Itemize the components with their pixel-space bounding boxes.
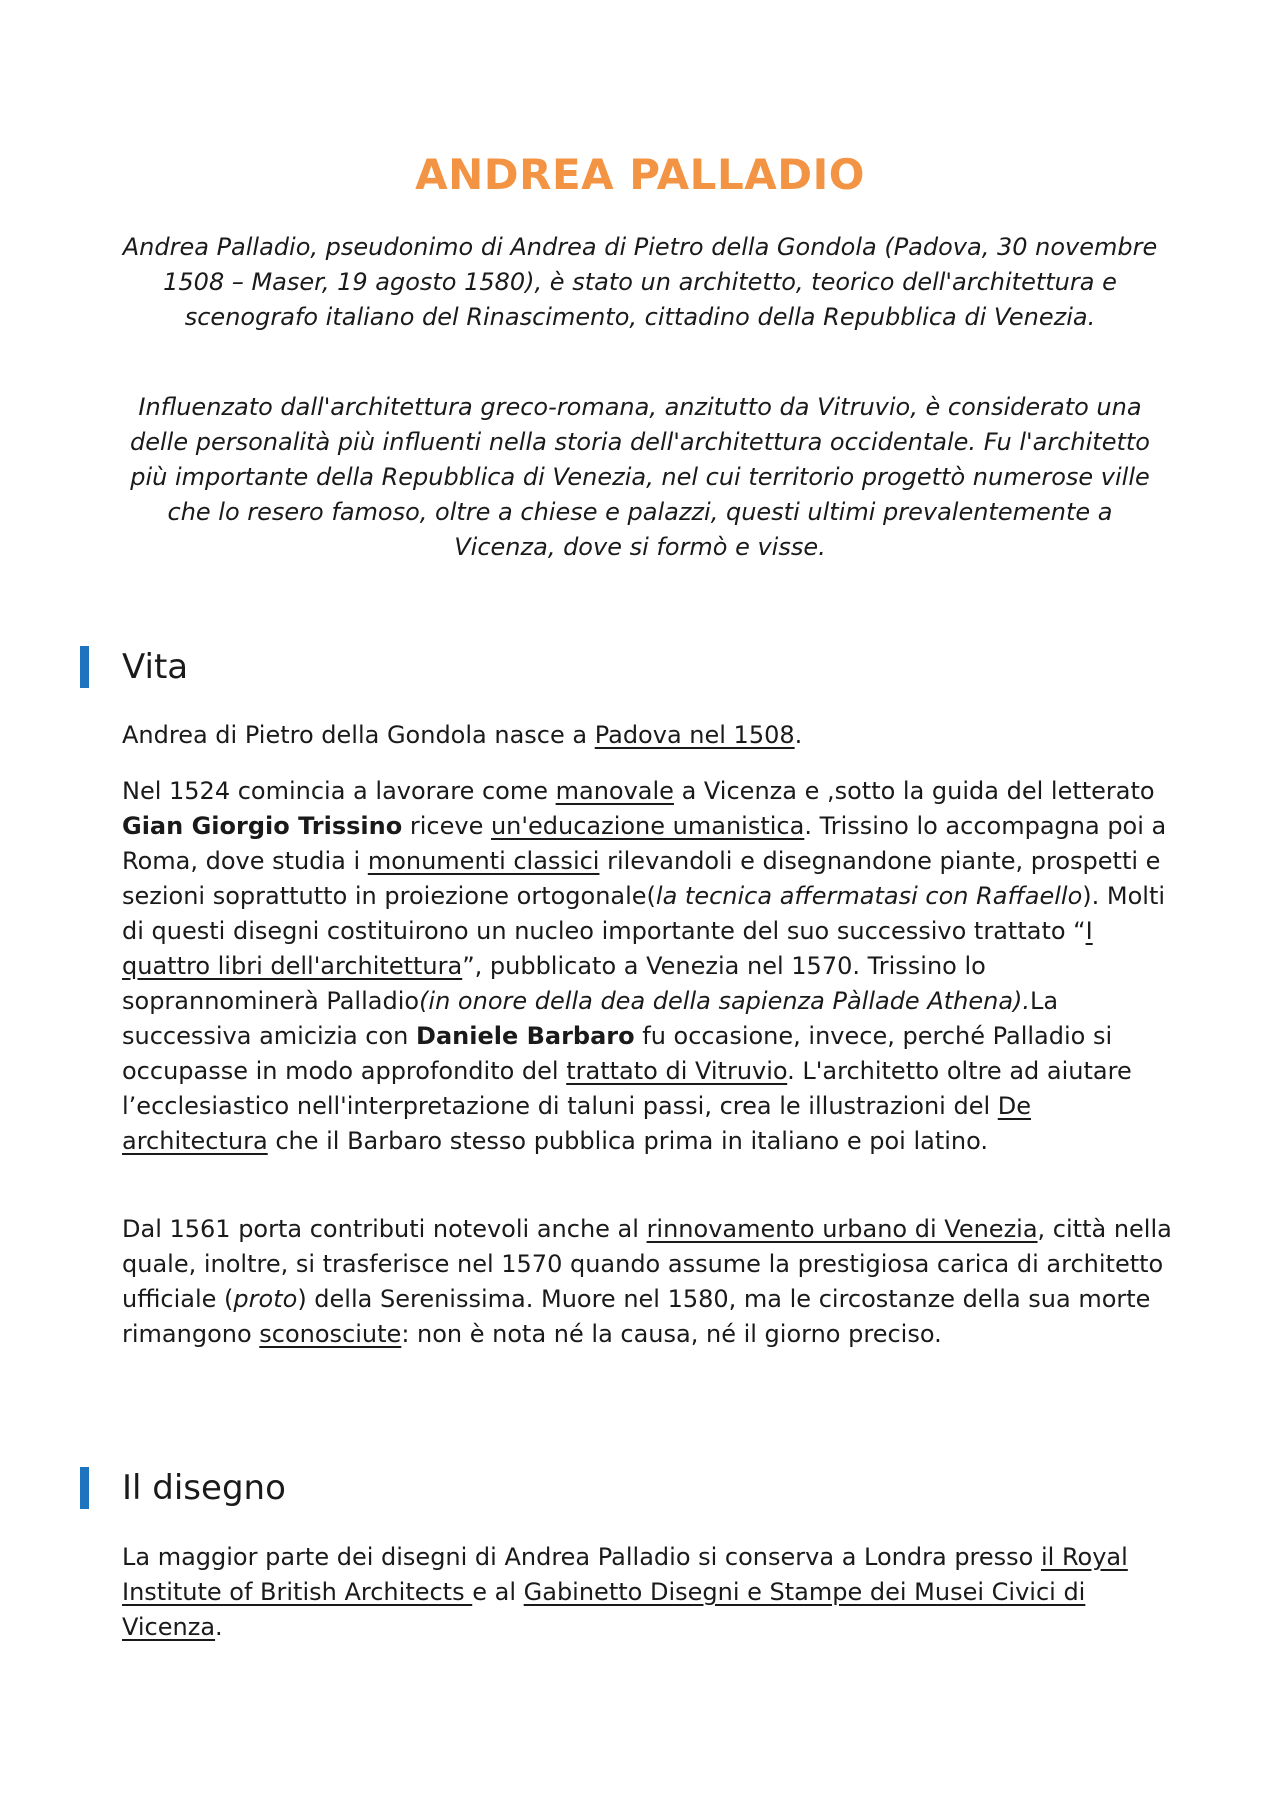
intro-paragraph-1: Andrea Palladio, pseudonimo di Andrea di Pietro della Gondola (Padova, 30 novembre 1508 – Maser, 19 agosto 1580), è stato un architetto, teorico dell'architettura e scenografo italiano del Rinascimento, cittadino della Repubblica di Venezia. <box>122 233 1158 331</box>
bold-name-trissino: Gian Giorgio Trissino <box>122 812 403 840</box>
text-run: che il Barbaro stesso pubblica prima in italiano e poi latino. <box>267 1127 989 1155</box>
text-run: La successiva amicizia con <box>122 987 1059 1050</box>
disegno-paragraph-1 <box>122 1540 1172 1645</box>
text-run: a Vicenza e ,sotto la guida del letterato <box>673 777 1155 805</box>
link-monumenti-classici[interactable]: monumenti classici <box>367 847 600 875</box>
link-quattro-libri[interactable]: I quattro libri dell'architettura <box>122 917 1093 980</box>
text-run: rilevandoli e disegnandone piante, prospetti e sezioni soprattutto in proiezione ortogonale( <box>122 847 1161 910</box>
link-rinnovamento-venezia[interactable]: rinnovamento urbano di Venezia <box>646 1215 1038 1243</box>
text-run: ). Molti di questi disegni costituirono un nucleo importante del suo successivo trattato “ <box>122 882 1166 945</box>
text-run: : non è nota né la causa, né il giorno preciso. <box>401 1320 942 1348</box>
italic-text-pallade: (in onore della dea della sapienza Pàllade Athena). <box>419 987 1031 1015</box>
section-heading-disegno <box>80 1466 286 1510</box>
heading-accent-bar <box>80 646 89 688</box>
text-run: . L'architetto oltre ad aiutare l’ecclesiastico nell'interpretazione di taluni passi, crea le illustrazioni del <box>122 1057 1132 1120</box>
link-educazione-umanistica[interactable]: un'educazione umanistica <box>490 812 805 840</box>
text-run: ) della Serenissima. Muore nel 1580, ma le circostanze della sua morte rimangono <box>122 1285 1151 1348</box>
link-manovale[interactable]: manovale <box>555 777 674 805</box>
section-heading-label: Il disegno <box>122 1468 286 1508</box>
link-royal-institute[interactable]: il Royal Institute of British Architects <box>122 1543 1128 1606</box>
text-run: riceve <box>402 812 491 840</box>
bold-name-barbaro: Daniele Barbaro <box>416 1022 635 1050</box>
link-padova-1508[interactable]: Padova nel 1508 <box>594 721 795 749</box>
text-run: Nel 1524 comincia a lavorare come <box>122 777 556 805</box>
link-gabinetto-disegni[interactable]: Gabinetto Disegni e Stampe dei Musei Civici di Vicenza <box>122 1578 1086 1641</box>
text-run: , città nella quale, inoltre, si trasferisce nel 1570 quando assume la prestigiosa carica di architetto ufficiale ( <box>122 1215 1172 1313</box>
vita-paragraph-1 <box>122 718 1172 753</box>
text-run: . Trissino lo accompagna poi a Roma, dove studia i <box>122 812 1167 875</box>
section-heading-label: Vita <box>122 647 189 687</box>
intro-paragraph-2: Influenzato dall'architettura greco-romana, anzitutto da Vitruvio, è considerato una delle personalità più influenti nella storia dell'architettura occidentale. Fu l'architetto più importante della Repubblica di Venezia, nel cui territorio progettò numerose ville che lo resero famoso, oltre a chiese e palazzi, questi ultimi prevalentemente a Vicenza, dove si formò e visse. <box>130 393 1150 561</box>
link-trattato-vitruvio[interactable]: trattato di Vitruvio <box>566 1057 788 1085</box>
text-run: . <box>215 1613 223 1641</box>
text-run: Andrea di Pietro della Gondola nasce a <box>122 721 595 749</box>
text-run: . <box>794 721 803 749</box>
text-run: fu occasione, invece, perché Palladio si occupasse in modo approfondito del <box>122 1022 1113 1085</box>
text-run: La maggior parte dei disegni di Andrea Palladio si conserva a Londra presso <box>122 1543 1041 1571</box>
text-run: e al <box>472 1578 524 1606</box>
italic-text-proto: proto <box>233 1285 298 1313</box>
vita-paragraph-3 <box>122 1212 1172 1352</box>
vita-paragraph-2 <box>122 774 1172 1159</box>
page-title: ANDREA PALLADIO <box>415 150 865 199</box>
link-sconosciute[interactable]: sconosciute <box>259 1320 402 1348</box>
text-run: Dal 1561 porta contributi notevoli anche al <box>122 1215 647 1243</box>
heading-accent-bar <box>80 1467 89 1509</box>
link-de-architectura[interactable]: De architectura <box>122 1092 1032 1155</box>
text-run: ”, pubblicato a Venezia nel 1570. Trissino lo soprannominerà Palladio <box>122 952 986 1015</box>
section-heading-vita <box>80 645 188 689</box>
italic-text-raffaello: la tecnica affermatasi con Raffaello <box>655 882 1083 910</box>
